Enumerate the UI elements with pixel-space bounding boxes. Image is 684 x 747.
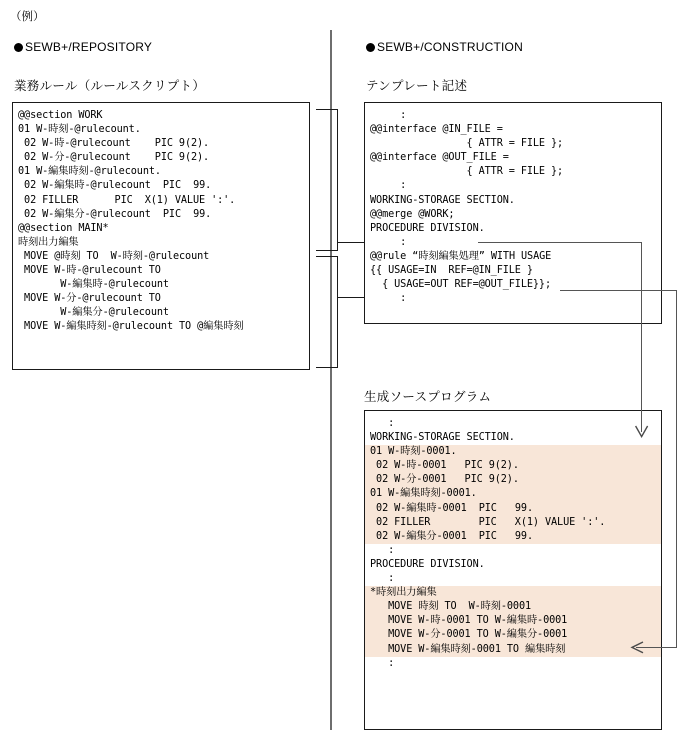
code-line: : (370, 418, 395, 429)
left-system-heading (14, 40, 152, 54)
code-line: MOVE W-編集時刻-0001 TO 編集時刻 (365, 643, 661, 657)
code-line: { ATTR = FILE }; (370, 166, 564, 178)
main-bracket-bottom (316, 367, 338, 368)
right-system-name: SEWB+/CONSTRUCTION (377, 40, 523, 54)
code-line: MOVE W-時-@rulecount TO (18, 265, 161, 277)
code-line: 02 W-編集分-@rulecount PIC 99. (18, 208, 212, 220)
code-line: W-編集時-@rulecount (18, 279, 169, 291)
code-line: 02 W-分-0001 PIC 9(2). (365, 473, 661, 487)
work-bracket-bottom (316, 250, 338, 251)
template-section-title: テンプレート記述 (366, 79, 468, 93)
code-line: : (370, 573, 395, 585)
rule-output-line-v (676, 290, 677, 648)
code-line: : (370, 293, 407, 305)
code-line: 02 W-時-@rulecount PIC 9(2). (18, 138, 210, 150)
merge-output-line-h (478, 242, 642, 243)
code-line: MOVE 時刻 TO W-時刻-0001 (365, 600, 661, 614)
code-line: 01 W-時刻-@rulecount. (18, 124, 141, 136)
left-section-title: 業務ルール（ルールスクリプト） (14, 79, 206, 93)
rule-script-code (13, 103, 309, 335)
code-line: PROCEDURE DIVISION. (370, 558, 485, 570)
panel-divider (330, 30, 332, 730)
work-bracket-top (316, 109, 338, 110)
code-line: @@section MAIN* (18, 222, 109, 234)
code-line: PROCEDURE DIVISION. (370, 222, 485, 234)
generated-code (365, 411, 661, 671)
code-line: @@merge @WORK; (370, 208, 455, 220)
code-line: 02 W-編集分-0001 PIC 99. (365, 530, 661, 544)
template-code (365, 103, 661, 306)
code-line: MOVE W-時-0001 TO W-編集時-0001 (365, 614, 661, 628)
generated-section-title: 生成ソースプログラム (364, 390, 492, 404)
code-line: : (370, 180, 407, 192)
left-system-name: SEWB+/REPOSITORY (25, 40, 153, 54)
rule-output-arrow (628, 640, 646, 656)
code-line: W-編集分-@rulecount (18, 307, 169, 319)
code-line: : (370, 110, 407, 121)
code-line: 01 W-編集時刻-0001. (365, 487, 661, 501)
work-bracket-right (337, 109, 338, 251)
code-line: { ATTR = FILE }; (370, 138, 564, 150)
right-system-heading (366, 40, 523, 54)
main-bracket-top (316, 256, 338, 257)
bullet-icon (366, 43, 375, 52)
bullet-icon (14, 43, 23, 52)
code-line: MOVE W-分-@rulecount TO (18, 293, 161, 305)
example-label: （例） (10, 11, 45, 23)
generated-source-box (364, 410, 662, 730)
code-line: WORKING-STORAGE SECTION. (370, 194, 515, 206)
code-line: @@section WORK (18, 110, 103, 121)
code-line: MOVE W-編集時刻-@rulecount TO @編集時刻 (18, 321, 244, 333)
code-line: { USAGE=OUT REF=@OUT_FILE}}; (370, 279, 552, 291)
code-line: {{ USAGE=IN REF=@IN_FILE } (370, 265, 533, 277)
code-line: 02 W-時-0001 PIC 9(2). (365, 459, 661, 473)
code-line: : (370, 544, 395, 556)
code-line: @@rule “時刻編集処理” WITH USAGE (370, 250, 552, 262)
code-line: MOVE @時刻 TO W-時刻-@rulecount (18, 250, 210, 262)
code-line: 02 W-分-@rulecount PIC 9(2). (18, 152, 210, 164)
code-line: *時刻出力編集 (365, 586, 661, 600)
rule-output-line-h-top (560, 290, 677, 291)
code-line: 01 W-編集時刻-@rulecount. (18, 166, 161, 178)
merge-output-arrow (633, 424, 651, 442)
merge-output-line-v (641, 242, 642, 432)
code-line: : (370, 657, 395, 669)
code-line: 02 FILLER PIC X(1) VALUE ':'. (365, 516, 661, 530)
code-line: 02 W-編集時-0001 PIC 99. (365, 502, 661, 516)
code-line: @@interface @OUT_FILE = (370, 152, 509, 164)
code-line: 02 W-編集時-@rulecount PIC 99. (18, 180, 212, 192)
code-line: : (370, 236, 407, 248)
code-line: WORKING-STORAGE SECTION. (370, 432, 515, 444)
code-line: 01 W-時刻-0001. (365, 445, 661, 459)
rule-script-box (12, 102, 310, 370)
code-line: 時刻出力編集 (18, 236, 79, 248)
main-bracket-right (337, 256, 338, 368)
code-line: MOVE W-分-0001 TO W-編集分-0001 (365, 628, 661, 642)
code-line: 02 FILLER PIC X(1) VALUE ':'. (18, 194, 236, 206)
code-line: @@interface @IN_FILE = (370, 124, 503, 136)
